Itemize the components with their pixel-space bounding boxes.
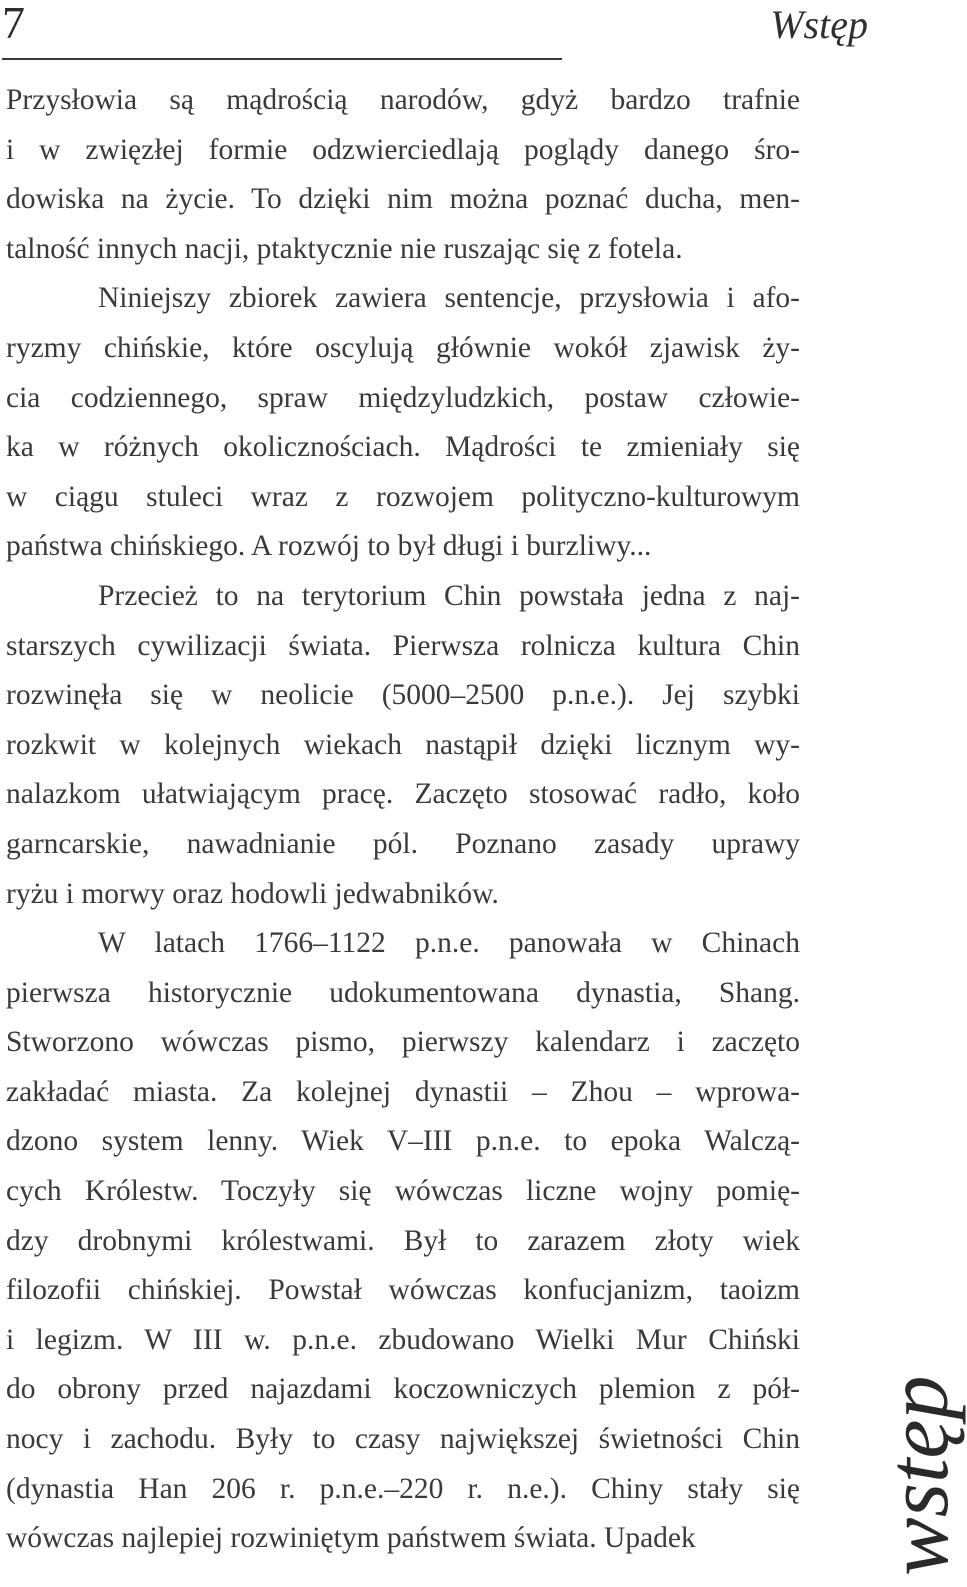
text-line: rozwinęła się w neolicie (5000–2500 p.n.e.). Jej szybki bbox=[6, 679, 800, 712]
body-text bbox=[6, 76, 800, 1564]
text-line: starszych cywilizacji świata. Pierwsza rolnicza kultura Chin bbox=[6, 629, 800, 662]
text-line: W latach 1766–1122 p.n.e. panowała w Chinach bbox=[98, 927, 800, 960]
text-line: rozkwit w kolejnych wiekach nastąpił dzięki licznym wy- bbox=[6, 728, 800, 761]
text-line: cych Królestw. Toczyły się wówczas liczne wojny pomię- bbox=[6, 1175, 800, 1208]
paragraph bbox=[6, 919, 800, 1564]
text-line: garncarskie, nawadnianie pól. Poznano zasady uprawy bbox=[6, 827, 800, 860]
paragraph bbox=[6, 274, 800, 572]
side-tab-label: wstęp bbox=[870, 1375, 967, 1576]
text-line: dowiska na życie. To dzięki nim można poznać ducha, men- bbox=[6, 183, 800, 216]
text-line: Przecież to na terytorium Chin powstała jedna z naj- bbox=[98, 579, 800, 612]
text-line: i w zwięzłej formie odzwierciedlają poglądy danego śro- bbox=[6, 133, 800, 166]
paragraph bbox=[6, 76, 800, 274]
text-line: Stworzono wówczas pismo, pierwszy kalendarz i zaczęto bbox=[6, 1026, 800, 1059]
text-line: filozofii chińskiej. Powstał wówczas konfucjanizm, taoizm bbox=[6, 1274, 800, 1307]
text-line: nocy i zachodu. Były to czasy największej świetności Chin bbox=[6, 1423, 800, 1456]
text-line: dzy drobnymi królestwami. Był to zarazem złoty wiek bbox=[6, 1224, 800, 1257]
text-line: w ciągu stuleci wraz z rozwojem polityczno-kulturowym bbox=[6, 480, 800, 513]
text-line: Niniejszy zbiorek zawiera sentencje, przysłowia i afo- bbox=[98, 282, 800, 315]
text-line: wówczas najlepiej rozwiniętym państwem świata. Upadek bbox=[6, 1522, 696, 1555]
text-line: nalazkom ułatwiającym pracę. Zaczęto stosować radło, koło bbox=[6, 778, 800, 811]
page-number: 7 bbox=[2, 0, 25, 48]
text-line: pierwsza historycznie udokumentowana dynastia, Shang. bbox=[6, 976, 800, 1009]
text-line: zakładać miasta. Za kolejnej dynastii – Zhou – wprowa- bbox=[6, 1075, 800, 1108]
text-line: ryzmy chińskie, które oscylują głównie wokół zjawisk ży- bbox=[6, 331, 800, 364]
paragraph bbox=[6, 572, 800, 919]
text-line: i legizm. W III w. p.n.e. zbudowano Wielki Mur Chiński bbox=[6, 1323, 800, 1356]
text-line: dzono system lenny. Wiek V–III p.n.e. to epoka Walczą- bbox=[6, 1125, 800, 1158]
text-line: do obrony przed najazdami koczowniczych plemion z pół- bbox=[6, 1373, 800, 1406]
text-line: ryżu i morwy oraz hodowli jedwabników. bbox=[6, 877, 499, 910]
header-rule bbox=[2, 58, 562, 60]
running-head: Wstęp bbox=[770, 2, 868, 47]
text-line: (dynastia Han 206 r. p.n.e.–220 r. n.e.). Chiny stały się bbox=[6, 1472, 800, 1505]
text-line: ka w różnych okolicznościach. Mądrości te zmieniały się bbox=[6, 431, 800, 464]
text-line: cia codziennego, spraw międzyludzkich, postaw człowie- bbox=[6, 381, 800, 414]
side-tab bbox=[870, 1375, 967, 1586]
text-line: państwa chińskiego. A rozwój to był długi i burzliwy... bbox=[6, 530, 652, 563]
text-line: Przysłowia są mądrością narodów, gdyż bardzo trafnie bbox=[6, 84, 800, 116]
text-line: talność innych nacji, ptaktycznie nie ruszając się z fotela. bbox=[6, 232, 683, 265]
